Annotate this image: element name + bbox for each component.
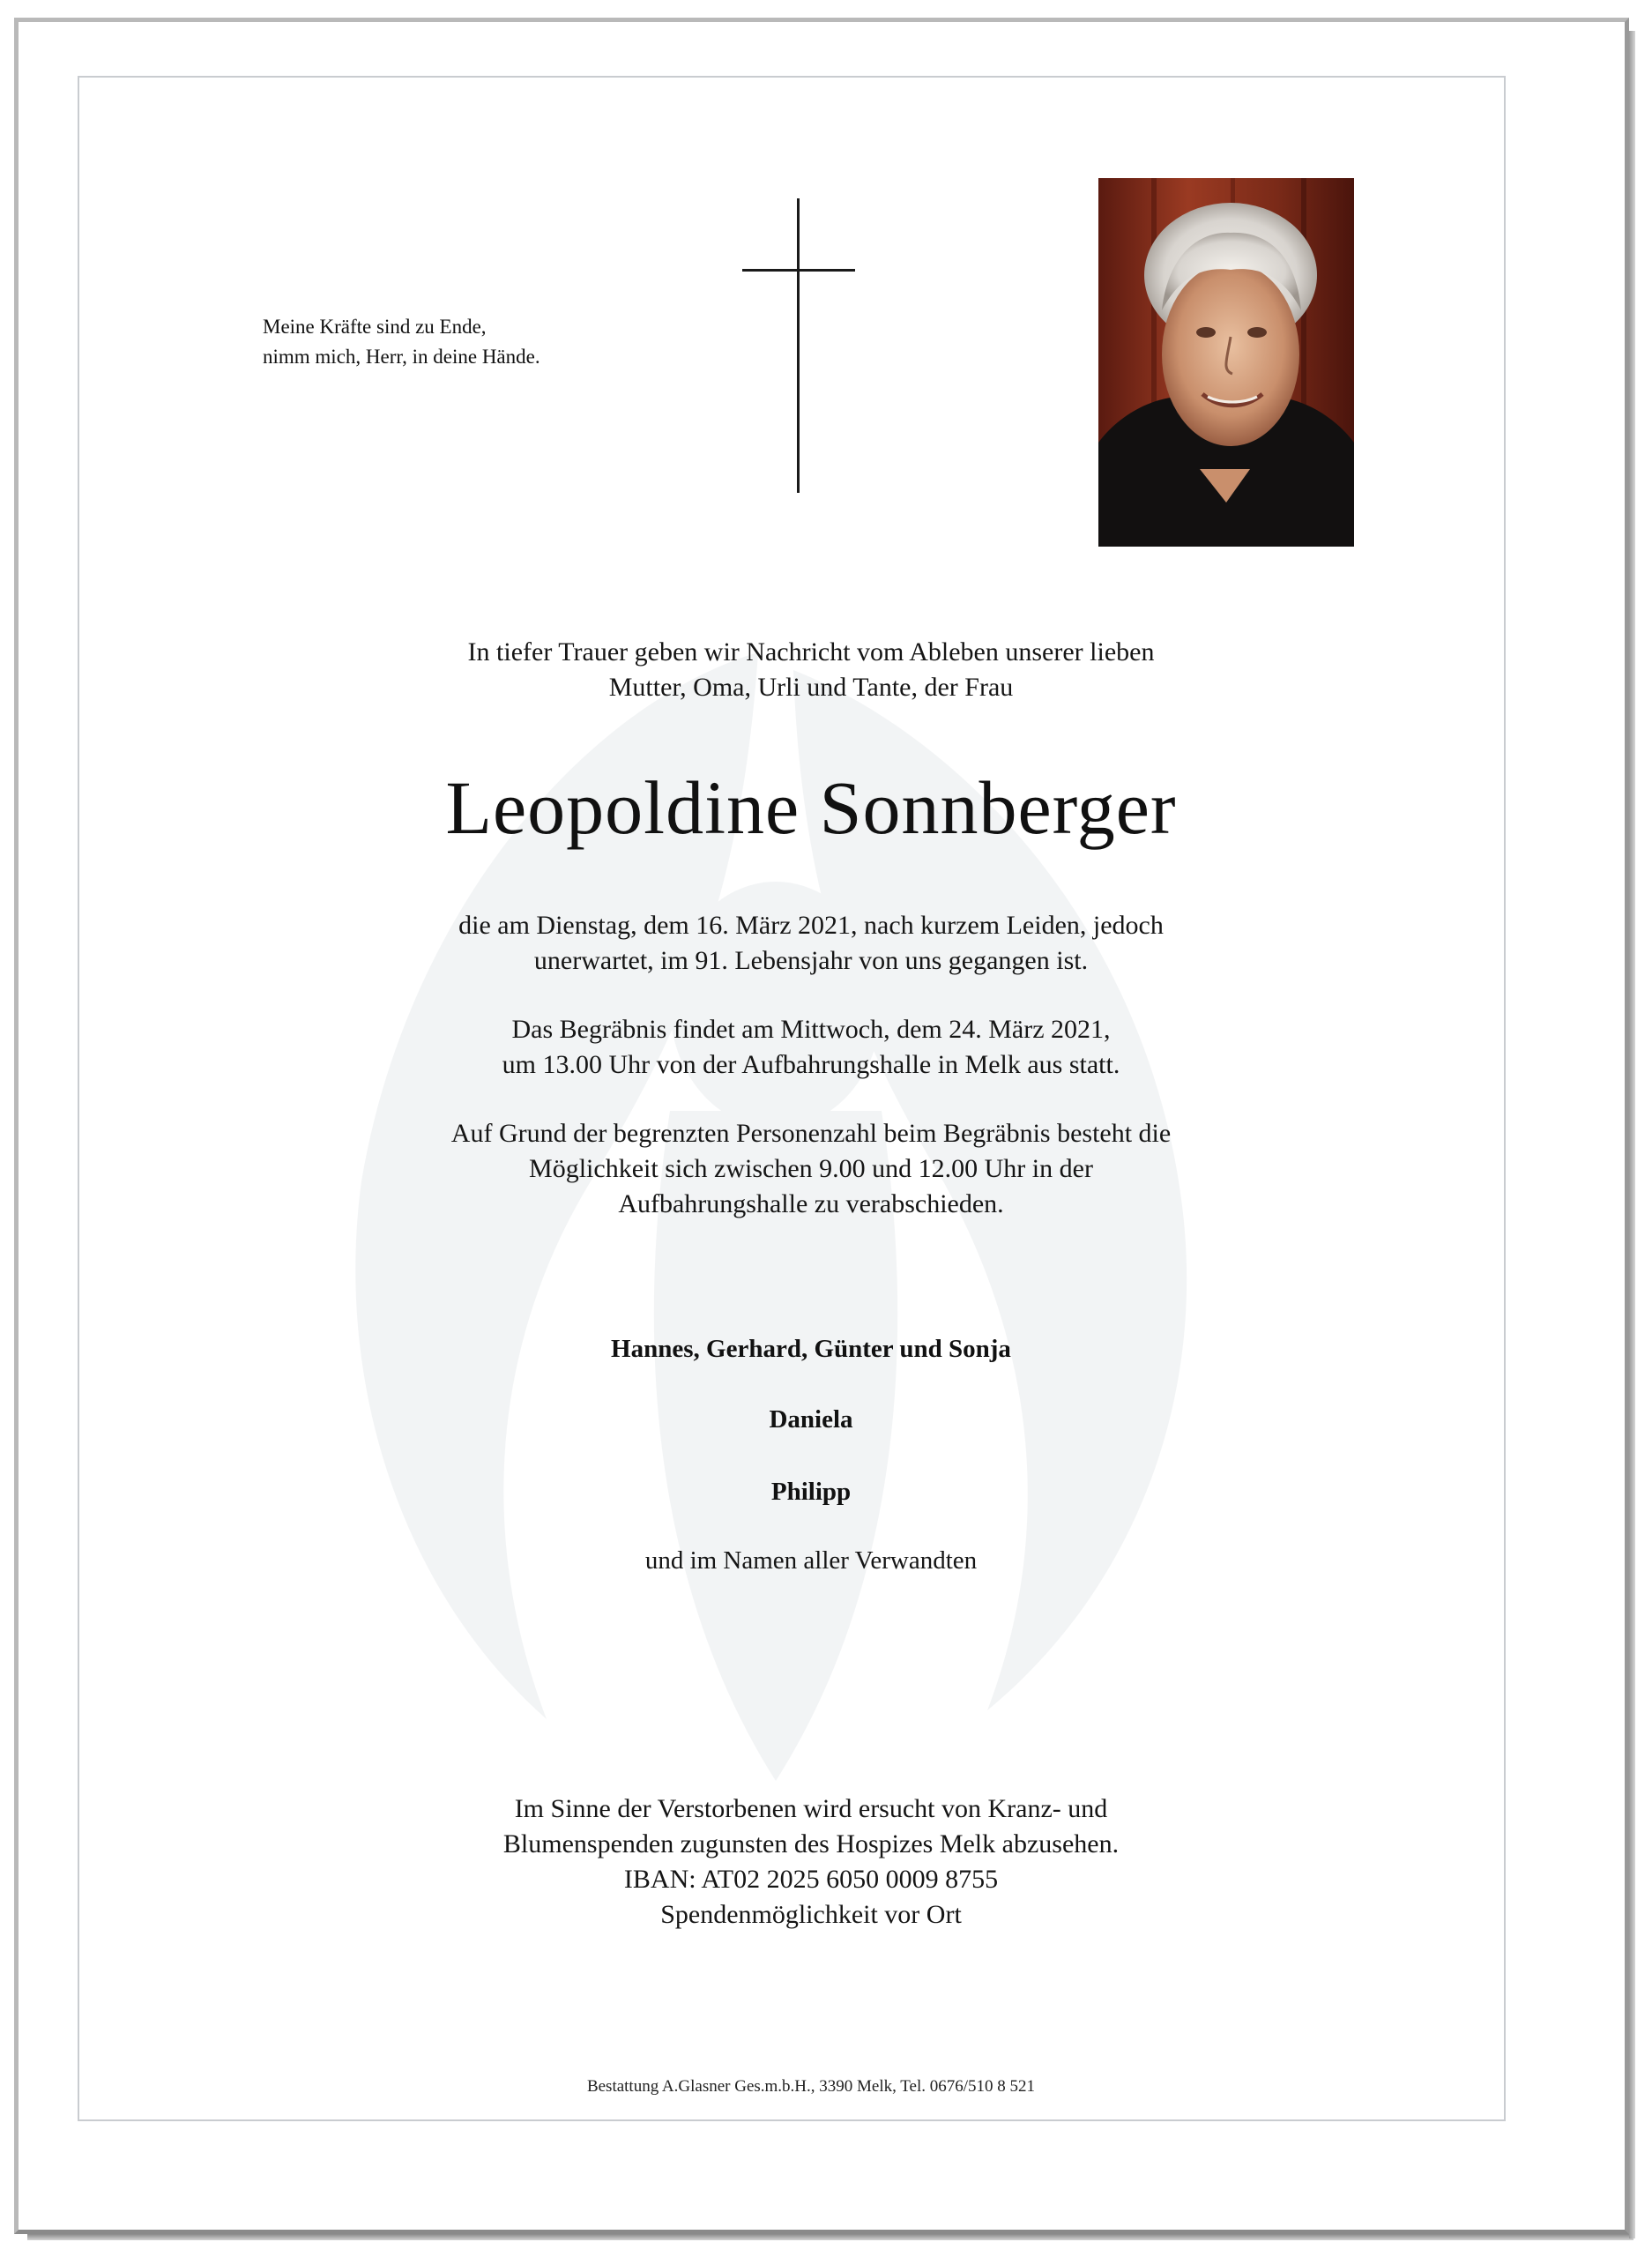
mourners-great-grandchild: Philipp	[770, 1478, 852, 1506]
donation-info	[176, 1791, 1446, 1933]
farewell-line-3: Aufbahrungshalle zu verabschieden.	[618, 1189, 1004, 1218]
motto-line-1: Meine Kräfte sind zu Ende,	[263, 316, 487, 338]
motto	[263, 312, 540, 372]
death-notice-line-1: die am Dienstag, dem 16. März 2021, nach kurzem Leiden, jedoch	[458, 911, 1164, 940]
relatives-line: und im Namen aller Verwandten	[644, 1546, 978, 1575]
mourners-grandchild: Daniela	[769, 1405, 853, 1434]
farewell-line-1: Auf Grund der begrenzten Personenzahl beim Begräbnis besteht die	[450, 1119, 1172, 1148]
death-notice	[176, 908, 1446, 979]
intro-line-1: In tiefer Trauer geben wir Nachricht vom Ableben unserer lieben	[467, 637, 1155, 667]
farewell-info	[176, 1116, 1446, 1222]
funeral-info	[176, 1012, 1446, 1083]
mourners-children: Hannes, Gerhard, Günter und Sonja	[611, 1335, 1011, 1363]
funeral-line-1: Das Begräbnis findet am Mittwoch, dem 24. März 2021,	[511, 1015, 1111, 1044]
portrait-photo	[1098, 178, 1354, 547]
motto-line-2: nimm mich, Herr, in deine Hände.	[263, 346, 540, 368]
death-notice-line-2: unerwartet, im 91. Lebensjahr von uns gegangen ist.	[533, 946, 1089, 975]
donation-line-2: Blumenspenden zugunsten des Hospizes Melk abzusehen.	[502, 1829, 1120, 1858]
funeral-line-2: um 13.00 Uhr von der Aufbahrungshalle in Melk aus statt.	[502, 1050, 1120, 1079]
cross-icon	[742, 198, 855, 493]
donation-line-1: Im Sinne der Verstorbenen wird ersucht von Kranz- und	[514, 1794, 1108, 1823]
intro-line-2: Mutter, Oma, Urli und Tante, der Frau	[608, 673, 1014, 702]
funeral-home-footer: Bestattung A.Glasner Ges.m.b.H., 3390 Melk, Tel. 0676/510 8 521	[586, 2077, 1036, 2096]
deceased-name: Leopoldine Sonnberger	[445, 765, 1177, 850]
intro-text	[176, 635, 1446, 705]
farewell-line-2: Möglichkeit sich zwischen 9.00 und 12.00 Uhr in der	[529, 1154, 1093, 1183]
donation-iban: IBAN: AT02 2025 6050 0009 8755	[623, 1865, 999, 1894]
mourners-relatives	[176, 1543, 1446, 1578]
donation-line-4: Spendenmöglichkeit vor Ort	[660, 1900, 962, 1929]
